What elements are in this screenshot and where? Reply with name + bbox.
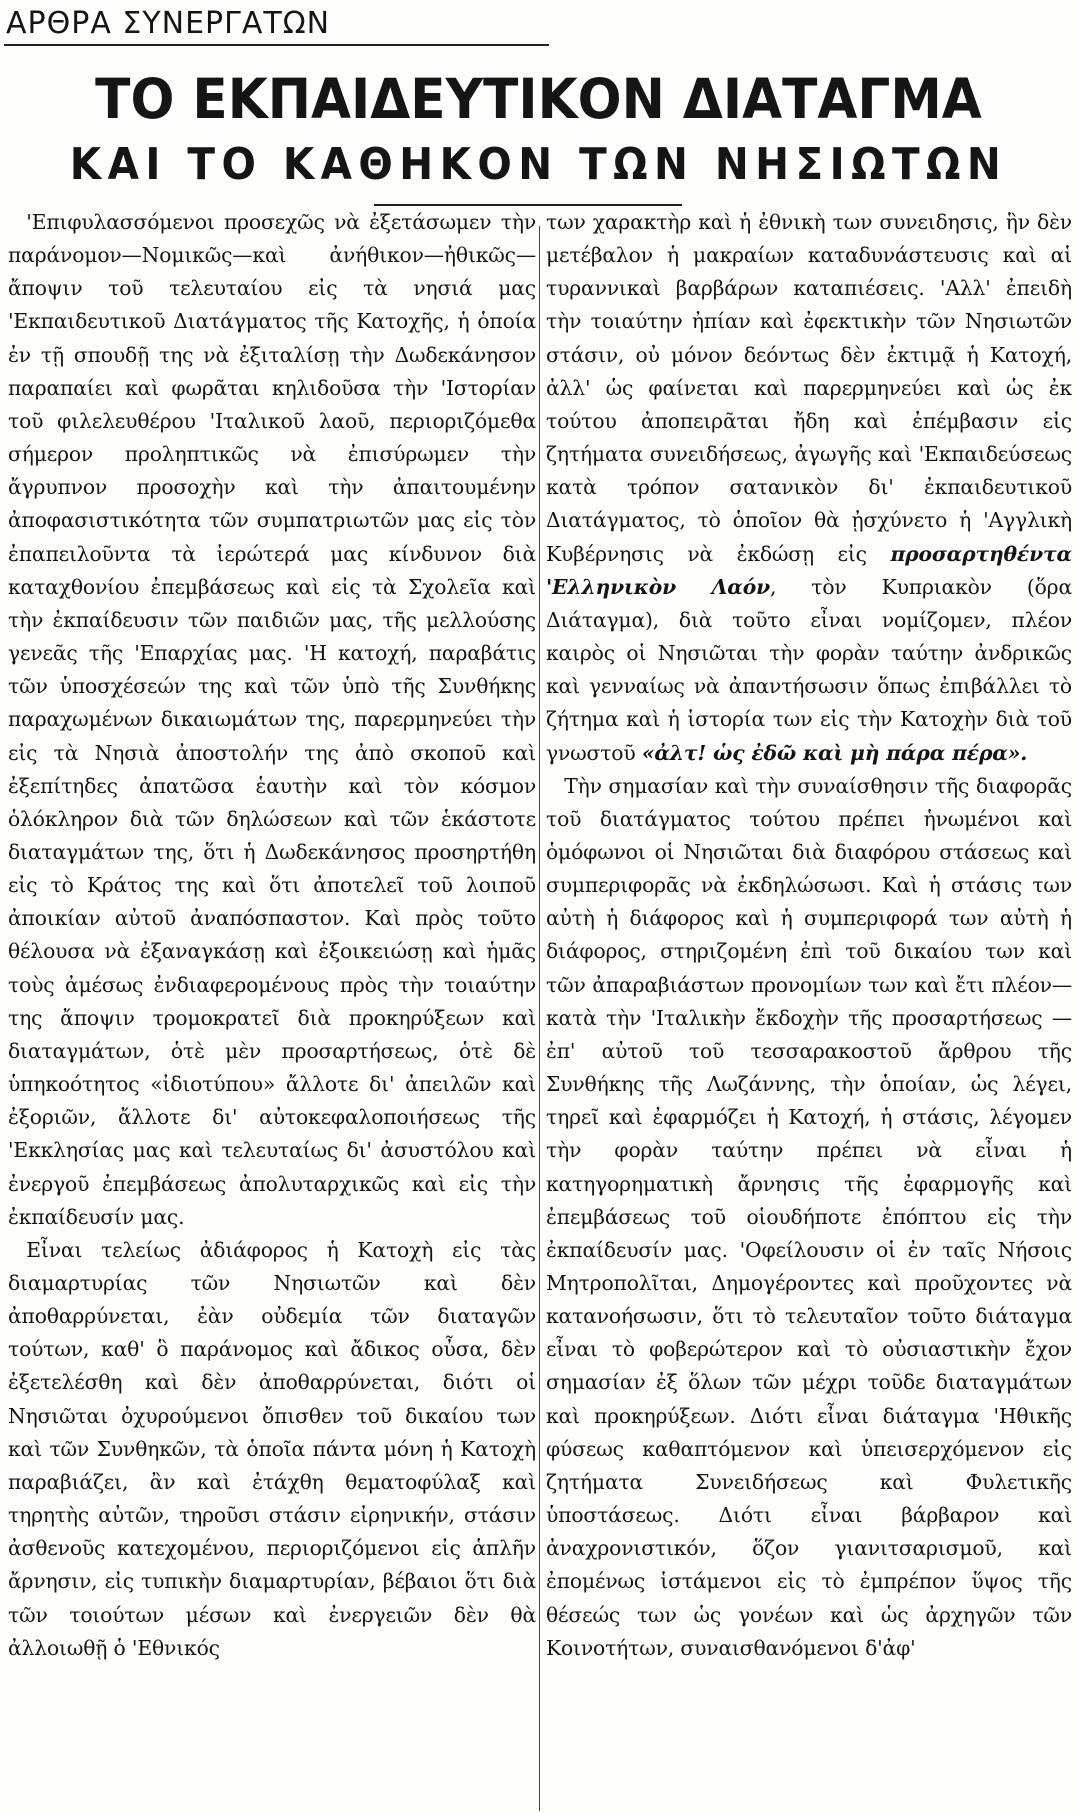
article-column-left [8, 206, 536, 1665]
section-underline [4, 44, 549, 46]
right-p1-emphasis-1: προσαρτηθέντα 'Ελληνικὸν Λαόν [546, 541, 1072, 599]
right-p1-emphasis-2: «ἀλτ! ὡς ἐδῶ καὶ μὴ πάρα πέρα». [641, 740, 1028, 765]
section-label: ΑΡΘΡΑ ΣΥΝΕΡΓΑΤΩΝ [6, 6, 331, 41]
article-column-right [546, 206, 1072, 1665]
right-p1-text-b: , τὸν Κυπριακὸν (ὅρα Διάταγμα), διὰ τοῦτο εἶναι νομίζομεν, πλέον καιρὸς οἱ Νησιῶται τὴν φορὰν ταύτην ἀνδρικῶς καὶ γενναίως νὰ ἀπαντήσωσιν ὅπως ἐπιβάλλει τὸ ζήτημα καὶ ἡ ἱστορία των εἰς τὴν Κατοχὴν διὰ τοῦ γνωστοῦ [546, 574, 1072, 765]
headline-line-2: ΚΑΙ ΤΟ ΚΑΘΗΚΟΝ ΤΩΝ ΝΗΣΙΩΤΩΝ [69, 139, 1008, 190]
column-divider [539, 226, 540, 1811]
right-p1-text-a: των χαρακτὴρ καὶ ἡ ἐθνικὴ των συνειδησις, ἣν δὲν μετέβαλον ἡ μακραίων καταδυνάστευσις καὶ αἱ τυραννικαὶ βαρβάρων καταπιέσεις. 'Αλλ' ἐπειδὴ τὴν τοιαύτην ἠπίαν καὶ ἐφεκτικὴν τῶν Νησιωτῶν στάσιν, οὐ μόνον δεόντως δὲν ἐκτιμᾷ ἡ Κατοχή, ἀλλ' ὡς φαίνεται καὶ παρερμηνεύει καὶ ὡς ἐκ τούτου ἀποπειρᾶται ἤδη καὶ ἐπέμβασιν εἰς ζητήματα συνειδήσεως, ἀγωγῆς καὶ 'Εκπαιδεύσεως κατὰ τρόπον σατανικὸν δι' ἐκπαιδευτικοῦ Διατάγματος, τὸ ὁποῖον θὰ ᾐσχύνετο ἡ 'Αγγλικὴ Κυβέρνησις νὰ ἐκδώσῃ εἰς [546, 210, 1072, 566]
left-paragraph-1: 'Επιφυλασσόμενοι προσεχῶς νὰ ἐξετάσωμεν τὴν παράνομον—Νομικῶς—καὶ ἀνήθικον—ἠθικῶς— ἄποψιν τοῦ τελευταίου εἰς τὰ νησιά μας 'Εκπαιδευτικοῦ Διατάγματος τῆς Κατοχῆς, ἡ ὁποία ἐν τῇ σπουδῇ της νὰ ἐξιταλίσῃ τὴν Δωδεκάνησον παραπαίει καὶ φωρᾶται κηλιδοῦσα τὴν 'Ιστορίαν τοῦ φιλελευθέρου 'Ιταλικοῦ λαοῦ, περιοριζόμεθα σήμερον προληπτικῶς νὰ ἐπισύρωμεν τὴν ἄγρυπνον προσοχὴν καὶ τὴν ἀπαιτουμένην ἀποφασιστικότητα τῶν συμπατριωτῶν μας εἰς τὸν ἐπαπειλοῦντα τὰ ἱερώτερά μας κίνδυνον διὰ καταχθονίου ἐπεμβάσεως καὶ εἰς τὰ Σχολεῖα καὶ τὴν ἐκπαίδευσιν τῶν παιδιῶν μας, τῆς μελλούσης γενεᾶς τῆς 'Επαρχίας μας. 'Η κατοχή, παραβάτις τῶν ὑποσχέσεών της καὶ τῶν ὑπὸ τῆς Συνθήκης παραχωμένων δικαιωμάτων της, παρερμηνεύει τὴν εἰς τὰ Νησιὰ ἀποστολήν της ἀπὸ σκοποῦ καὶ ἐξεπίτηδες ἀπατῶσα ἑαυτὴν καὶ τὸν κόσμον ὁλόκληρον διὰ τῶν δηλώσεων καὶ τῶν ἑκάστοτε διαταγμάτων της, ὅτι ἡ Δωδεκάνησος προσηρτήθη εἰς τὸ Κράτος της καὶ ὅτι ἀποτελεῖ τοῦ λοιποῦ ἀποικίαν αὐτοῦ ἀναπόσπαστον. Καὶ πρὸς τοῦτο θέλουσα νὰ ἐξαναγκάσῃ καὶ ἐξοικειώσῃ καὶ ἡμᾶς τοὺς ἀμέσως ἐνδιαφερομένους πρὸς τὴν τοιαύτην της ἄποψιν τρομοκρατεῖ διὰ προκηρύξεων καὶ διαταγμάτων, ὁτὲ μὲν προσαρτήσεως, ὁτὲ δὲ ὑπηκοότητος «ἰδιοτύπου» ἄλλοτε δι' ἀπειλῶν καὶ ἐξοριῶν, ἄλλοτε δι' αὐτοκεφαλοποιήσεως τῆς 'Εκκλησίας μας καὶ τελευταίως δι' ἀσυστόλου καὶ ἐνεργοῦ ἐπεμβάσεως ἀπολυταρχικῶς καὶ εἰς τὴν ἐκπαίδευσίν μας. [8, 210, 536, 1229]
right-paragraph-2: Τὴν σημασίαν καὶ τὴν συναίσθησιν τῆς διαφορᾶς τοῦ διατάγματος τούτου πρέπει ἡνωμένοι καὶ ὁμόφωνοι οἱ Νησιῶται διὰ διαφόρου στάσεως καὶ συμπεριφορᾶς νὰ ἐκδηλώσωσι. Καὶ ἡ στάσις των αὐτὴ ἡ διάφορος καὶ ἡ συμπεριφορά των αὐτὴ ἡ διάφορος, στηριζομένη ἐπὶ τοῦ δικαίου των καὶ τῶν ἀπαραβιάστων προνομίων των καὶ ἔτι πλέον— κατὰ τὴν 'Ιταλικὴν ἔκδοχὴν τῆς προσαρτήσεως —ἐπ' αὐτοῦ τοῦ τεσσαρακοστοῦ ἄρθρου τῆς Συνθήκης τῆς Λωζάννης, τὴν ὁποίαν, ὡς λέγει, τηρεῖ καὶ ἐφαρμόζει ἡ Κατοχή, ἡ στάσις, λέγομεν τὴν φορὰν ταύτην πρέπει νὰ εἶναι ἡ κατηγορηματικὴ ἄρνησις τῆς ἐφαρμογῆς καὶ ἐπεμβάσεως τοῦ οἱουδήποτε ἐπόπτου εἰς τὴν ἐκπαίδευσίν μας. 'Οφείλουσιν οἱ ἐν ταῖς Νήσοις Μητροπολῖται, Δημογέροντες καὶ προῦχοντες νὰ κατανοήσωσιν, ὅτι τὸ τελευταῖον τοῦτο διάταγμα εἶναι τὸ φοβερώτερον καὶ τὸ οὐσιαστικὴν ἔχον σημασίαν ἐξ ὅλων τῶν μέχρι τοῦδε διαταγμάτων καὶ προκηρύξεων. Διότι εἶναι διάταγμα 'Ηθικῆς φύσεως καθαπτόμενον καὶ ὑπεισερχόμενον εἰς ζητήματα Συνειδήσεως καὶ Φυλετικῆς ὑποστάσεως. Διότι εἶναι βάρβαρον καὶ ἀναχρονιστικόν, ὅζον γιανιτσαρισμοῦ, καὶ ἐπομένως ἱστάμενοι εἰς τὸ ἐμπρέπον ὕψος τῆς θέσεώς των ὡς γονέων καὶ ὡς ἀρχηγῶν τῶν Κοινοτήτων, συναισθανόμενοι δ'ἀφ' [546, 773, 1072, 1660]
left-paragraph-2: Εἶναι τελείως ἀδιάφορος ἡ Κατοχὴ εἰς τὰς διαμαρτυρίας τῶν Νησιωτῶν καὶ δὲν ἀποθαρρύνεται, ἐὰν οὐδεμία τῶν διαταγῶν τούτων, καθ' ὃ παράνομος καὶ ἄδικος οὖσα, δὲν ἐξετελέσθη καὶ δὲν ἀποθαρρύνεται, διότι οἱ Νησιῶται ὀχυρούμενοι ὄπισθεν τοῦ δικαίου των καὶ τῶν Συνθηκῶν, τὰ ὁποῖα πάντα μόνη ἡ Κατοχὴ παραβιάζει, ἂν καὶ ἐτάχθη θεματοφύλαξ καὶ τηρητὴς αὐτῶν, τηροῦσι στάσιν εἰρηνικήν, στάσιν ἀσθενοῦς κατεχομένου, περιοριζόμενοι εἰς ἁπλῆν ἄρνησιν, εἰς τυπικὴν διαμαρτυρίαν, βέβαιοι ὅτι διὰ τῶν τοιούτων μέσων καὶ ἐνεργειῶν δὲν θὰ ἀλλοιωθῇ ὁ 'Εθνικός [8, 1237, 536, 1660]
headline-line-1: ΤΟ ΕΚΠΑΙΔΕΥΤΙΚΟΝ ΔΙΑΤΑΓΜΑ [95, 67, 982, 131]
right-paragraph-1 [546, 206, 1072, 770]
